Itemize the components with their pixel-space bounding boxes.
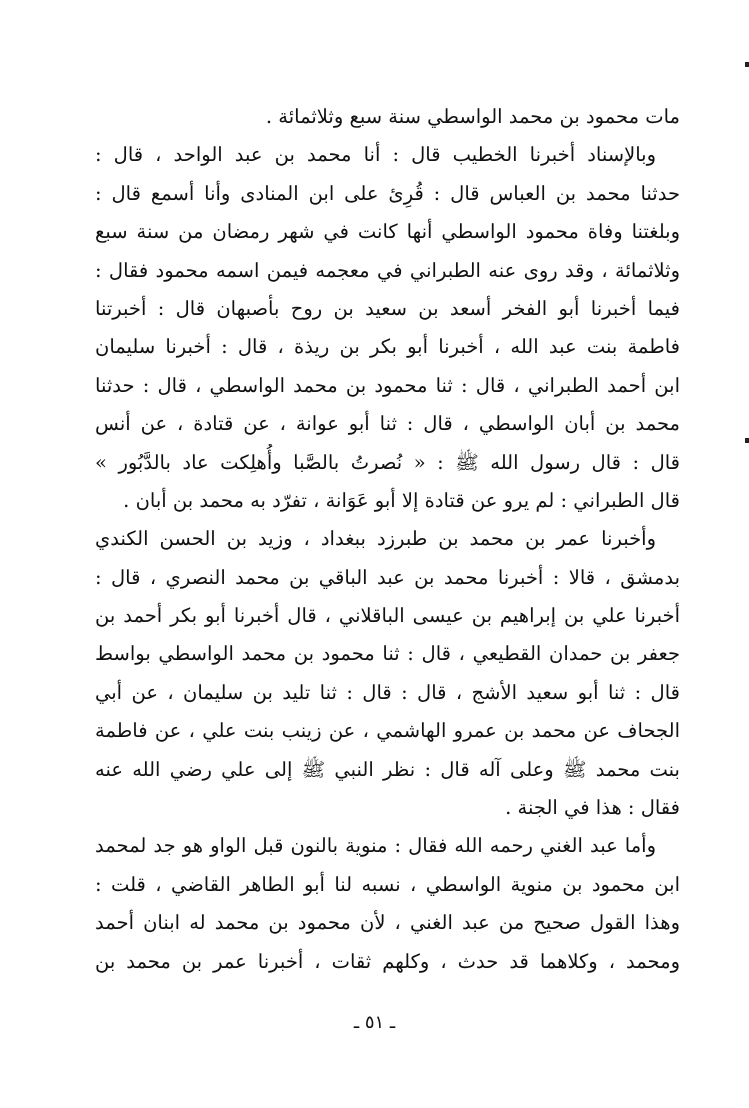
scan-edge-mark [745, 62, 749, 67]
text-line-23: ومحمد ، وكلاهما قد حدث ، وكلهم ثقات ، أخبرنا عمر بن محمد بن [95, 949, 680, 973]
text-line-11: قال الطبراني : لم يرو عن قتادة إلا أبو عَوَانة ، تفرّد به محمد بن أبان . [123, 488, 680, 512]
text-line-5: وثلاثمائة ، وقد روى عنه الطبراني في معجمه فيمن اسمه محمود فقال : [95, 258, 680, 282]
page-body-text [95, 98, 680, 981]
text-line-6: فيما أخبرنا أبو الفخر أسعد بن سعيد بن روح بأصبهان قال : أخبرتنا [95, 296, 680, 320]
text-line-14: أخبرنا علي بن إبراهيم بن عيسى الباقلاني ، قال أخبرنا أبو بكر أحمد بن [95, 604, 680, 628]
text-line-4: وبلغتنا وفاة محمود الواسطي أنها كانت في شهر رمضان من سنة سبع [95, 220, 680, 244]
text-line-8: ابن أحمد الطبراني ، قال : ثنا محمود بن محمد الواسطي ، قال : حدثنا [95, 373, 680, 397]
text-line-18: بنت محمد ﷺ وعلى آله قال : نظر النبي ﷺ إلى علي رضي الله عنه [95, 757, 680, 781]
text-line-12: وأخبرنا عمر بن محمد بن طبرزد ببغداد ، وزيد بن الحسن الكندي [95, 527, 656, 551]
text-line-3: حدثنا محمد بن العباس قال : قُرِئ على ابن المنادى وأنا أسمع قال : [95, 181, 680, 205]
text-line-20: وأما عبد الغني رحمه الله فقال : منوية بالنون قبل الواو هو جد لمحمد [95, 834, 656, 858]
scan-edge-mark [745, 438, 749, 443]
text-line-2: وبالإسناد أخبرنا الخطيب قال : أنا محمد بن عبد الواحد ، قال : [95, 143, 656, 167]
text-line-10: قال : قال رسول الله ﷺ : « نُصرتُ بالصَّبا وأُهلِكت عاد بالدَّبُور » [95, 450, 680, 474]
text-line-22: وهذا القول صحيح من عبد الغني ، لأن محمود بن محمد له ابنان أحمد [95, 911, 680, 935]
page-number: ـ ٥١ ـ [353, 1012, 396, 1033]
text-line-17: الجحاف عن محمد بن عمرو الهاشمي ، عن زينب بنت علي ، عن فاطمة [95, 719, 680, 743]
text-line-16: قال : ثنا أبو سعيد الأشج ، قال : قال : ثنا تليد بن سليمان ، عن أبي [95, 680, 680, 704]
text-line-15: جعفر بن حمدان القطيعي ، قال : ثنا محمود بن محمد الواسطي بواسط [95, 642, 680, 666]
text-line-9: محمد بن أبان الواسطي ، قال : ثنا أبو عوانة ، عن قتادة ، عن أنس [95, 412, 680, 436]
text-line-13: بدمشق ، قالا : أخبرنا محمد بن عبد الباقي بن محمد النصري ، قال : [95, 565, 680, 589]
text-line-7: فاطمة بنت عبد الله ، أخبرنا أبو بكر بن ريذة ، قال : أخبرنا سليمان [95, 335, 680, 359]
text-line-21: ابن محمود بن منوية الواسطي ، نسبه لنا أبو الطاهر القاضي ، قلت : [95, 872, 680, 896]
text-line-1: مات محمود بن محمد الواسطي سنة سبع وثلاثمائة . [265, 105, 680, 128]
text-line-19: فقال : هذا في الجنة . [505, 796, 680, 820]
